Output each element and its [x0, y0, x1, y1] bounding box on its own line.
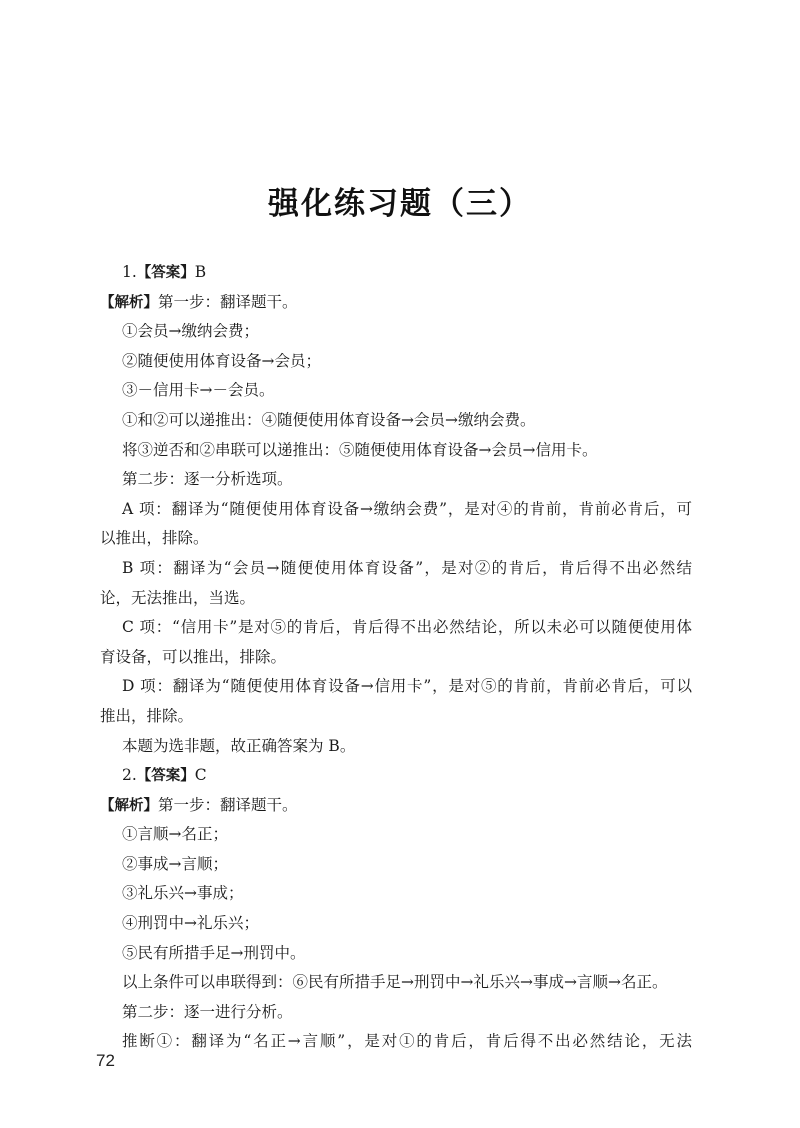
q2-condition-2: ②事成→言顺；: [122, 854, 228, 873]
q1-option-c-line2: 育设备，可以推出，排除。: [100, 647, 287, 666]
q1-option-d-line2: 推出，排除。: [100, 706, 194, 725]
q2-step1: 第一步：翻译题干。: [158, 795, 298, 814]
q1-option-a-line2: 以推出，排除。: [100, 529, 209, 548]
answer-explanations: [100, 258, 692, 1057]
q1-analysis-line: [100, 288, 692, 318]
q2-inference-1: 推断①：翻译为“名正→言顺”，是对①的肯后，肯后得不出必然结论，无法: [122, 1032, 692, 1051]
page-number: 72: [96, 1051, 115, 1070]
q1-analysis-label: 【解析】: [100, 294, 158, 311]
q2-analysis-line: [100, 791, 692, 821]
q2-condition-5: ⑤民有所措手足→刑罚中。: [122, 943, 306, 962]
q1-option-d-line1: D 项：翻译为“随便使用体育设备→信用卡”，是对⑤的肯前，肯前必肯后，可以: [122, 677, 692, 696]
page-title: 强化练习题（三）: [268, 186, 532, 222]
q2-answer-value: C: [194, 766, 207, 785]
q1-answer-label: 【答案】: [136, 265, 195, 281]
q2-answer-label: 【答案】: [136, 768, 195, 785]
q2-number: 2.: [122, 766, 137, 785]
q1-option-b-line1: B 项：翻译为“会员→随便使用体育设备”，是对②的肯后，肯后得不出必然结: [122, 558, 692, 577]
q2-chain: 以上条件可以串联得到：⑥民有所措手足→刑罚中→礼乐兴→事成→言顺→名正。: [122, 973, 668, 992]
q1-answer-line: [100, 258, 692, 288]
q1-condition-1: ①会员→缴纳会费；: [122, 322, 259, 341]
q1-deduction-2: 将③逆否和②串联可以递推出：⑤随便使用体育设备→会员→信用卡。: [122, 440, 598, 459]
q1-deduction-1: ①和②可以递推出：④随便使用体育设备→会员→缴纳会费。: [122, 410, 536, 429]
q1-number: 1.: [122, 263, 137, 281]
q1-option-c-line1: C 项：“信用卡”是对⑤的肯后，肯后得不出必然结论，所以未必可以随便使用体: [122, 618, 692, 637]
q1-option-b-line2: 论，无法推出，当选。: [100, 588, 256, 607]
q1-step2: 第二步：逐一分析选项。: [122, 470, 293, 489]
q2-condition-1: ①言顺→名正；: [122, 825, 228, 844]
q1-step1: 第一步：翻译题干。: [158, 292, 298, 311]
q2-answer-line: [100, 761, 692, 791]
q1-conclusion: 本题为选非题，故正确答案为 B。: [122, 736, 356, 755]
q2-condition-4: ④刑罚中→礼乐兴；: [122, 914, 259, 933]
q2-condition-3: ③礼乐兴→事成；: [122, 884, 244, 903]
q1-option-a-line1: A 项：翻译为“随便使用体育设备→缴纳会费”，是对④的肯前，肯前必肯后，可: [122, 499, 692, 518]
q1-condition-3: ③－信用卡→－会员。: [122, 381, 275, 400]
q2-step2: 第二步：逐一进行分析。: [122, 1002, 293, 1021]
q1-condition-2: ②随便使用体育设备→会员；: [122, 351, 321, 370]
q2-analysis-label: 【解析】: [100, 797, 158, 814]
q1-answer-value: B: [194, 263, 207, 281]
